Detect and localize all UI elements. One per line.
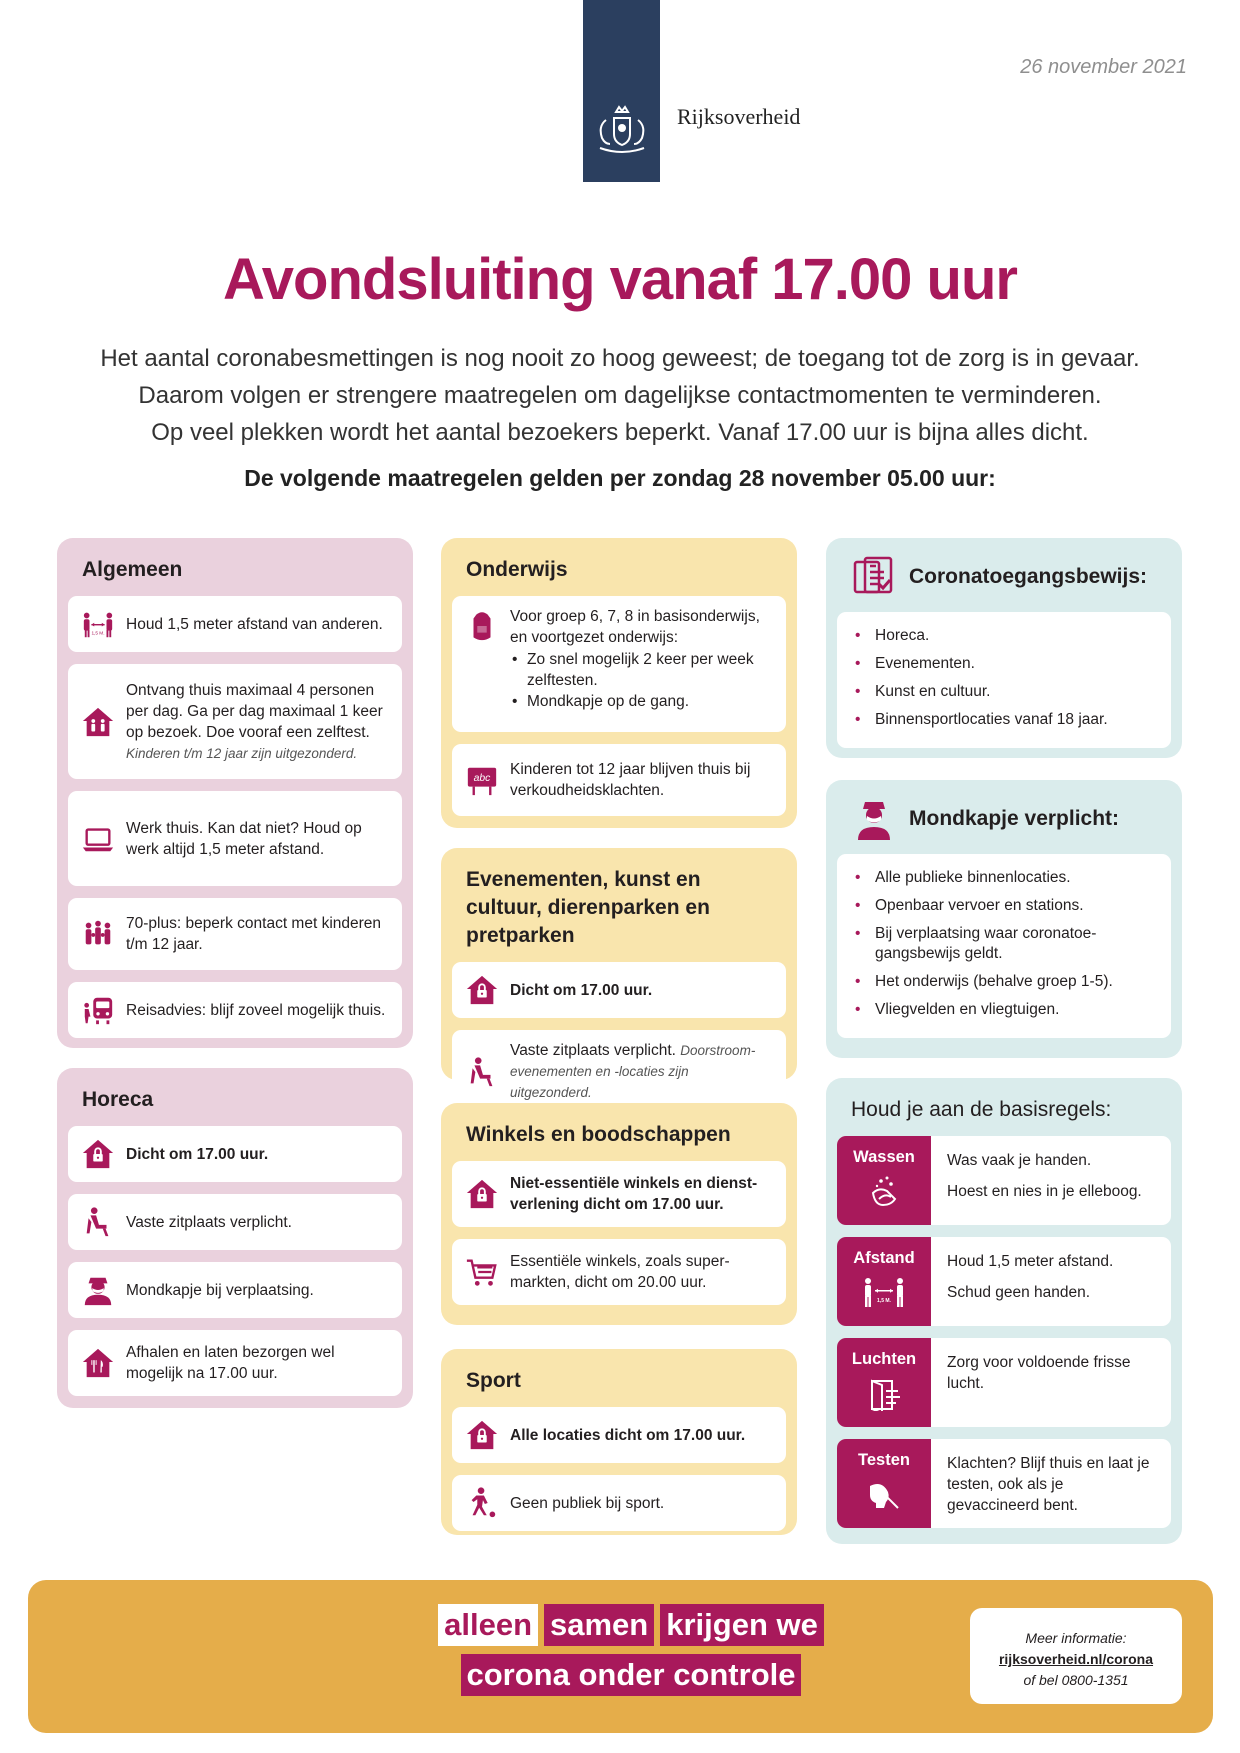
rule-wassen — [837, 1136, 1171, 1225]
rijksoverheid-logo-bar — [583, 0, 660, 182]
rule-tag-label: Afstand — [853, 1249, 915, 1267]
slogan-row — [436, 1604, 826, 1646]
panel-winkels — [441, 1103, 797, 1325]
panel-title: Winkels en boodschappen — [466, 1123, 731, 1146]
takeaway-house-icon — [80, 1345, 116, 1381]
item-text: 70-plus: beperk contact met kinderen t/m 12 jaar. — [126, 915, 382, 953]
list-item — [68, 664, 402, 779]
panel-title: Horeca — [82, 1088, 154, 1111]
distance-icon — [861, 1276, 907, 1310]
item-note: Doorstroom-evenementen en -locaties zijn uitgezonderd. — [510, 1043, 756, 1100]
item-text: Geen publiek bij sport. — [510, 1494, 665, 1512]
rule-line: Zorg voor voldoende frisse lucht. — [947, 1354, 1131, 1392]
house-visitors-icon — [80, 704, 116, 740]
rule-tag — [837, 1136, 931, 1225]
distance-icon — [80, 606, 116, 642]
panel-sport — [441, 1349, 797, 1535]
slogan-word: samen — [544, 1604, 654, 1646]
panel-title: Algemeen — [82, 558, 183, 581]
rule-line: Schud geen handen. — [947, 1284, 1091, 1301]
closed-lock-house-icon — [464, 1176, 500, 1212]
panel-title: Coronatoegangsbewijs: — [909, 565, 1148, 588]
publication-date: 26 november 2021 — [1020, 56, 1187, 78]
panel-basisregels — [826, 1078, 1182, 1544]
footer-banner — [28, 1580, 1213, 1733]
item-text: Afhalen en laten bezorgen wel mogelijk na 17.00 uur. — [126, 1344, 335, 1382]
seated-person-icon — [80, 1204, 116, 1240]
item-note: Kinderen t/m 12 jaar zijn uitgezonderd. — [126, 745, 358, 761]
rule-line: Hoest en nies in je elleboog. — [947, 1183, 1142, 1200]
rule-line: Klachten? Blijf thuis en laat je testen, ook als je gevaccineerd bent. — [947, 1455, 1150, 1514]
rule-tag-label: Wassen — [853, 1148, 915, 1166]
bullet-list — [837, 612, 1171, 748]
backpack-icon — [464, 608, 500, 644]
closed-lock-house-icon — [464, 1417, 500, 1453]
seated-person-icon — [464, 1054, 500, 1090]
intro-line: Het aantal coronabesmettingen is nog nooit zo hoog geweest; de toegang tot de zorg is in gevaar. — [100, 345, 1140, 372]
face-mask-person-icon — [851, 796, 897, 842]
qr-pass-icon — [851, 554, 897, 600]
item-text: Ontvang thuis maximaal 4 personen per dag. Ga per dag maximaal 1 keer op bezoek. Doe vooraf een zelftest. — [126, 681, 383, 741]
slogan-row — [436, 1654, 826, 1696]
item-text: Houd 1,5 meter afstand van anderen. — [126, 615, 383, 633]
coat-of-arms-icon — [592, 104, 652, 160]
panel-header — [837, 538, 1171, 612]
list-item: • Vliegvelden en vliegtuigen. — [853, 1000, 1155, 1020]
sub-list — [510, 649, 772, 712]
list-item: • Het onderwijs (behalve groep 1-5). — [853, 972, 1155, 992]
closed-lock-house-icon — [80, 1136, 116, 1172]
rule-text — [931, 1237, 1129, 1326]
item-text: Voor groep 6, 7, 8 in basisonderwijs, en voortgezet onderwijs: — [510, 608, 760, 646]
slogan-word: corona onder controle — [461, 1654, 802, 1696]
list-item: • Evenementen. — [853, 654, 1155, 674]
rule-tag-label: Testen — [858, 1451, 910, 1469]
rule-line: Was vaak je handen. — [947, 1152, 1092, 1169]
page-title: Avondsluiting vanaf 17.00 uur — [223, 247, 1017, 312]
abc-label: abc — [473, 772, 491, 784]
item-text: Mondkapje bij verplaatsing. — [126, 1281, 314, 1299]
distance-label: 1,5 M. — [91, 631, 105, 637]
panel-header — [837, 780, 1171, 854]
rijksoverheid-wordmark: Rijksoverheid — [677, 104, 801, 129]
list-item — [452, 1030, 786, 1113]
rule-tag — [837, 1338, 931, 1427]
list-item — [68, 1330, 402, 1396]
nose-swab-test-icon — [866, 1478, 902, 1514]
panel-title: Onderwijs — [466, 558, 568, 581]
rule-text — [931, 1439, 1171, 1528]
intro-line: Op veel plekken wordt het aantal bezoekers beperkt. Vanaf 17.00 uur is bijna alles dicht. — [151, 419, 1089, 446]
list-item — [68, 898, 402, 970]
more-info-label: Meer informatie: — [1025, 1630, 1127, 1646]
item-text: Werk thuis. Kan dat niet? Houd op werk altijd 1,5 meter afstand. — [126, 819, 362, 858]
panel-evenementen — [441, 848, 797, 1100]
list-item: • Bij verplaatsing waar coronatoe-gangsbewijs geldt. — [853, 924, 1155, 964]
more-info-link[interactable]: rijksoverheid.nl/corona — [998, 1651, 1154, 1667]
closed-lock-house-icon — [464, 972, 500, 1008]
rule-testen — [837, 1439, 1171, 1528]
travel-train-icon — [80, 992, 116, 1028]
item-text: Alle locaties dicht om 17.00 uur. — [510, 1426, 746, 1444]
list-item — [68, 1194, 402, 1250]
group-people-icon — [80, 916, 116, 952]
rule-luchten — [837, 1338, 1171, 1427]
item-text: Reisadvies: blijf zoveel mogelijk thuis. — [126, 1001, 386, 1019]
item-text: Vaste zitplaats verplicht. — [510, 1042, 676, 1059]
list-item — [452, 962, 786, 1018]
intro-text — [60, 340, 1180, 451]
panel-title: Mondkapje verplicht: — [909, 807, 1120, 830]
list-item: • Horeca. — [853, 626, 1155, 646]
school-board-icon — [464, 762, 500, 798]
hand-washing-icon — [865, 1175, 903, 1209]
more-info-phone: of bel 0800-1351 — [1023, 1672, 1129, 1688]
item-text: Dicht om 17.00 uur. — [126, 1145, 269, 1163]
list-item — [452, 596, 786, 732]
football-player-icon — [464, 1485, 500, 1521]
list-item: • Openbaar vervoer en stations. — [853, 896, 1155, 916]
rule-tag-label: Luchten — [851, 1350, 917, 1368]
list-item — [452, 1407, 786, 1463]
list-item — [68, 1262, 402, 1318]
list-item — [68, 1126, 402, 1182]
more-info-box — [970, 1608, 1182, 1704]
bullet-list — [837, 854, 1171, 1038]
face-mask-person-icon — [80, 1272, 116, 1308]
item-text: Dicht om 17.00 uur. — [510, 981, 653, 999]
slogan — [436, 1604, 826, 1704]
list-item: • Alle publieke binnenlocaties. — [853, 868, 1155, 888]
panel-title: Sport — [466, 1369, 521, 1392]
open-window-icon — [866, 1377, 902, 1411]
rule-tag — [837, 1237, 931, 1326]
rule-text — [931, 1136, 1158, 1225]
item-text: Essentiële winkels, zoals super-markten, dicht om 20.00 uur. — [510, 1253, 730, 1291]
item-text: Vaste zitplaats verplicht. — [126, 1213, 292, 1231]
list-item — [68, 982, 402, 1038]
sub-list-item: • Mondkapje op de gang. — [510, 691, 772, 712]
slogan-word: krijgen we — [660, 1604, 824, 1646]
item-text: Kinderen tot 12 jaar blijven thuis bij verkoudheidsklachten. — [510, 761, 751, 799]
list-item — [68, 791, 402, 886]
rule-line: Houd 1,5 meter afstand. — [947, 1253, 1114, 1270]
panel-onderwijs — [441, 538, 797, 828]
measures-subheading: De volgende maatregelen gelden per zondag 28 november 05.00 uur: — [244, 465, 996, 491]
panel-algemeen — [57, 538, 413, 1048]
rule-tag — [837, 1439, 931, 1528]
shopping-cart-icon — [464, 1254, 500, 1290]
rule-text — [931, 1338, 1171, 1427]
laptop-icon — [80, 821, 116, 857]
panel-title: Houd je aan de basisregels: — [851, 1098, 1112, 1121]
list-item — [452, 744, 786, 816]
list-item — [68, 596, 402, 652]
list-item — [452, 1161, 786, 1227]
slogan-word: alleen — [438, 1604, 538, 1646]
panel-coronatoegangsbewijs — [826, 538, 1182, 758]
sub-list-item: • Zo snel mogelijk 2 keer per week zelftesten. — [510, 649, 772, 691]
panel-mondkapje — [826, 780, 1182, 1058]
list-item: • Kunst en cultuur. — [853, 682, 1155, 702]
panel-horeca — [57, 1068, 413, 1408]
item-text: Niet-essentiële winkels en dienst-verlening dicht om 17.00 uur. — [510, 1175, 758, 1213]
panel-title: Evenementen, kunst en cultuur, dierenparken en pretparken — [466, 868, 710, 947]
list-item: • Binnensportlocaties vanaf 18 jaar. — [853, 710, 1155, 730]
intro-line: Daarom volgen er strengere maatregelen om dagelijkse contactmomenten te verminderen. — [138, 382, 1102, 409]
distance-label: 1,5 M. — [877, 1298, 891, 1304]
list-item — [452, 1475, 786, 1531]
list-item — [452, 1239, 786, 1305]
rule-afstand — [837, 1237, 1171, 1326]
